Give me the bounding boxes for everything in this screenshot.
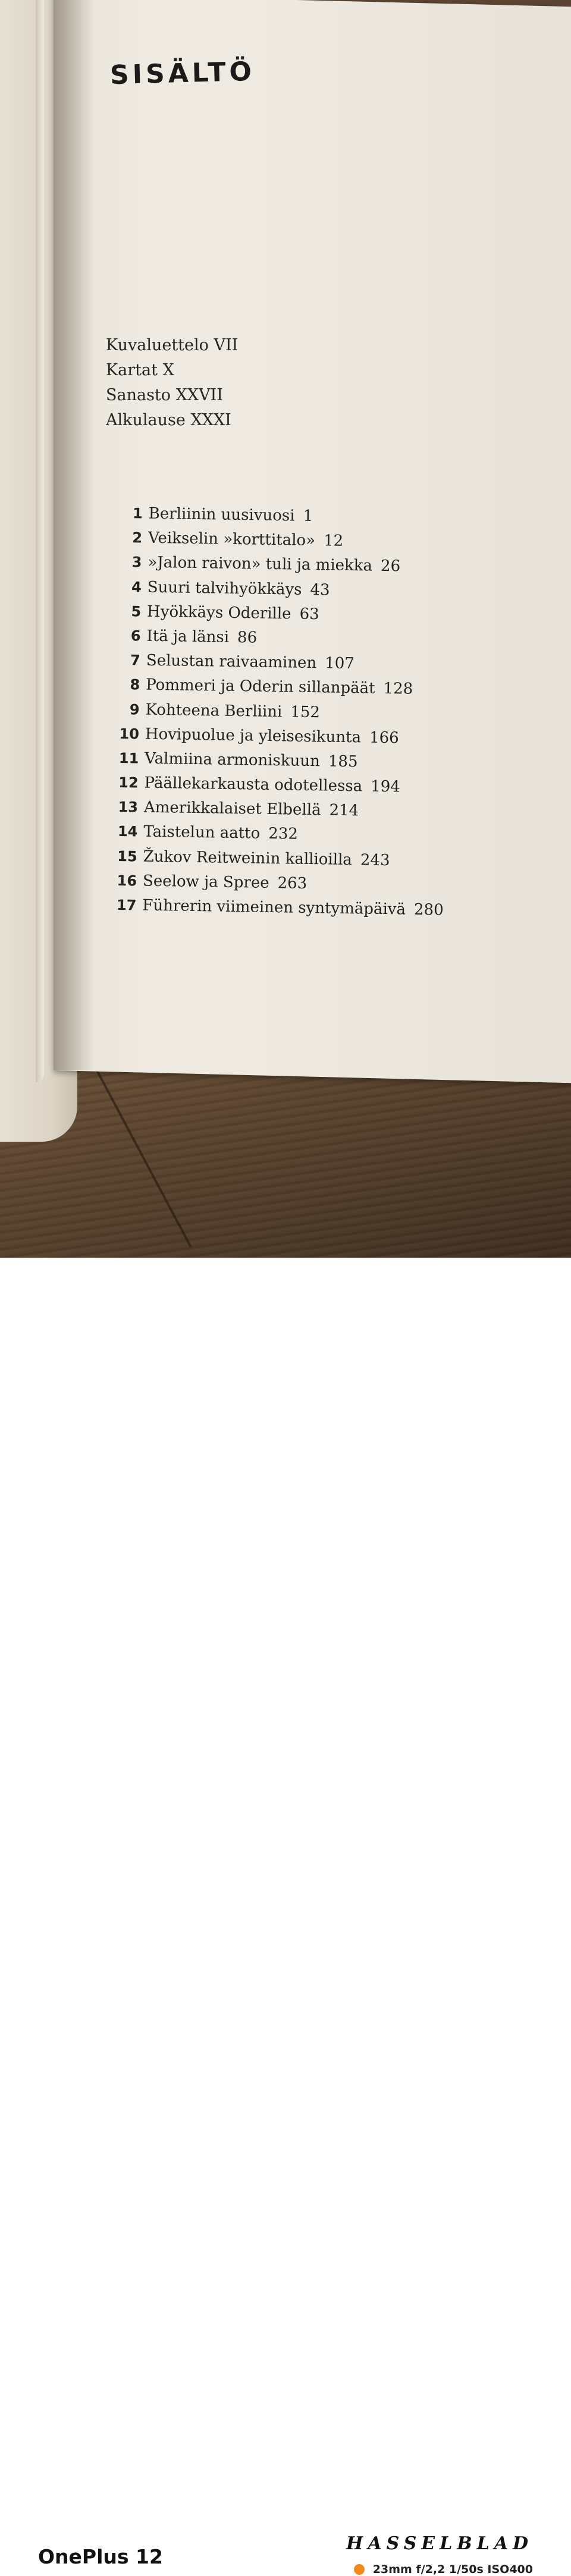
chapter-list xyxy=(115,504,450,926)
chapter-entry: 9 Kohteena Berliini 152 xyxy=(129,700,321,721)
chapter-entry: 6 Itä ja länsi 86 xyxy=(130,627,258,647)
front-matter-list xyxy=(106,333,238,433)
device-name: OnePlus 12 xyxy=(38,2545,163,2568)
chapter-entry: 2 Veikselin »korttitalo» 12 xyxy=(132,529,344,551)
chapter-entry: 12 Päällekarkausta odotellessa 194 xyxy=(118,774,401,796)
front-matter-item: Sanasto XXVII xyxy=(106,386,223,404)
chapter-entry: 7 Selustan raivaaminen 107 xyxy=(130,651,355,673)
chapter-entry: 5 Hyökkäys Oderille 63 xyxy=(131,602,319,623)
photo xyxy=(0,0,571,1258)
orange-dot-icon xyxy=(354,2564,365,2575)
exif-text: 23mm f/2,2 1/50s ISO400 xyxy=(372,2563,533,2576)
front-matter-item: Kartat X xyxy=(106,361,174,379)
page-heading: SISÄLTÖ xyxy=(109,56,256,91)
chapter-entry: 1 Berliinin uusivuosi 1 xyxy=(132,504,313,526)
exif-info xyxy=(354,2563,533,2576)
camera-watermark-bar xyxy=(0,1258,571,2576)
chapter-entry: 10 Hovipuolue ja yleisesikunta 166 xyxy=(119,725,399,747)
chapter-entry: 14 Taistelun aatto 232 xyxy=(117,823,299,844)
chapter-entry: 13 Amerikkalaiset Elbellä 214 xyxy=(118,798,359,820)
front-matter-item: Alkulause XXXI xyxy=(106,411,231,429)
chapter-entry: 15 Žukov Reitweinin kallioilla 243 xyxy=(117,847,390,869)
chapter-entry: 16 Seelow ja Spree 263 xyxy=(117,872,308,893)
gutter-shadow xyxy=(54,0,95,1070)
chapter-entry: 3 »Jalon raivon» tuli ja miekka 26 xyxy=(131,554,401,576)
front-matter-item: Kuvaluettelo VII xyxy=(106,336,239,354)
chapter-entry: 4 Suuri talvihyökkäys 43 xyxy=(131,578,330,599)
chapter-entry: 11 Valmiina armoniskuun 185 xyxy=(118,749,358,771)
chapter-entry: 17 Führerin viimeinen syntymäpäivä 280 xyxy=(116,896,444,919)
camera-brand-logo: HASSELBLAD xyxy=(346,2533,533,2554)
left-page-edge xyxy=(36,0,44,1082)
chapter-entry: 8 Pommeri ja Oderin sillanpäät 128 xyxy=(130,676,413,699)
